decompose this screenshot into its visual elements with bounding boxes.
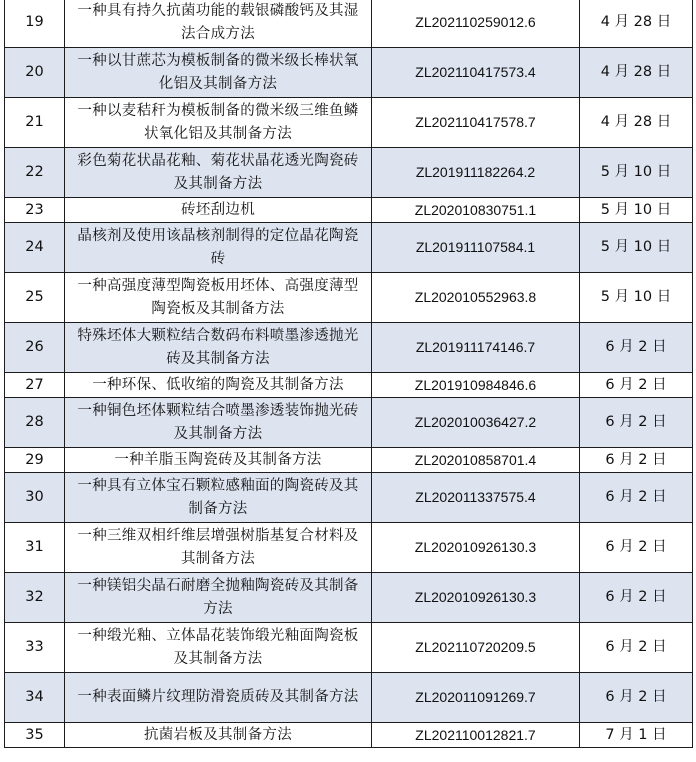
patent-title: 晶核剂及使用该晶核剂制得的定位晶花陶瓷砖 — [65, 223, 372, 273]
patent-number: ZL202011091269.7 — [372, 673, 580, 723]
grant-date: 6 月 2 日 — [580, 398, 693, 448]
patent-number: ZL202011337575.4 — [372, 473, 580, 523]
table-row — [5, 273, 693, 323]
patent-number: ZL202010926130.3 — [372, 523, 580, 573]
patent-title: 一种具有立体宝石颗粒感釉面的陶瓷砖及其制备方法 — [65, 473, 372, 523]
table-row — [5, 48, 693, 98]
row-number: 33 — [5, 623, 65, 673]
patent-title: 一种以麦秸秆为模板制备的微米级三维鱼鳞状氧化铝及其制备方法 — [65, 98, 372, 148]
row-number: 28 — [5, 398, 65, 448]
grant-date: 6 月 2 日 — [580, 623, 693, 673]
patent-title: 一种三维双相纤维层增强树脂基复合材料及其制备方法 — [65, 523, 372, 573]
table-row — [5, 148, 693, 198]
table-row — [5, 0, 693, 48]
patent-number: ZL202110259012.6 — [372, 0, 580, 48]
row-number: 27 — [5, 373, 65, 398]
grant-date: 6 月 2 日 — [580, 523, 693, 573]
patent-number: ZL202010858701.4 — [372, 448, 580, 473]
row-number: 30 — [5, 473, 65, 523]
patent-title: 一种表面鳞片纹理防滑瓷质砖及其制备方法 — [65, 673, 372, 723]
grant-date: 6 月 2 日 — [580, 323, 693, 373]
patent-title: 一种铜色坯体颗粒结合喷墨渗透装饰抛光砖及其制备方法 — [65, 398, 372, 448]
patent-title: 一种具有持久抗菌功能的载银磷酸钙及其湿法合成方法 — [65, 0, 372, 48]
patent-number: ZL201911182264.2 — [372, 148, 580, 198]
table-row — [5, 198, 693, 223]
grant-date: 7 月 1 日 — [580, 723, 693, 748]
row-number: 29 — [5, 448, 65, 473]
patent-title: 彩色菊花状晶花釉、菊花状晶花透光陶瓷砖及其制备方法 — [65, 148, 372, 198]
patent-title: 一种环保、低收缩的陶瓷及其制备方法 — [65, 373, 372, 398]
grant-date: 5 月 10 日 — [580, 198, 693, 223]
patent-number: ZL201910984846.6 — [372, 373, 580, 398]
row-number: 25 — [5, 273, 65, 323]
grant-date: 6 月 2 日 — [580, 448, 693, 473]
row-number: 23 — [5, 198, 65, 223]
row-number: 34 — [5, 673, 65, 723]
grant-date: 6 月 2 日 — [580, 473, 693, 523]
patent-number: ZL202110417578.7 — [372, 98, 580, 148]
table-row — [5, 98, 693, 148]
patent-title: 抗菌岩板及其制备方法 — [65, 723, 372, 748]
grant-date: 4 月 28 日 — [580, 0, 693, 48]
table-row — [5, 723, 693, 748]
patent-title: 一种高强度薄型陶瓷板用坯体、高强度薄型陶瓷板及其制备方法 — [65, 273, 372, 323]
patent-number: ZL202010552963.8 — [372, 273, 580, 323]
grant-date: 6 月 2 日 — [580, 573, 693, 623]
patent-title: 一种以甘蔗芯为模板制备的微米级长棒状氧化铝及其制备方法 — [65, 48, 372, 98]
table-row — [5, 223, 693, 273]
patent-table — [4, 0, 693, 748]
row-number: 26 — [5, 323, 65, 373]
patent-title: 一种羊脂玉陶瓷砖及其制备方法 — [65, 448, 372, 473]
table-row — [5, 398, 693, 448]
grant-date: 5 月 10 日 — [580, 148, 693, 198]
patent-number: ZL201911107584.1 — [372, 223, 580, 273]
patent-number: ZL202110417573.4 — [372, 48, 580, 98]
row-number: 19 — [5, 0, 65, 48]
table-row — [5, 323, 693, 373]
grant-date: 4 月 28 日 — [580, 98, 693, 148]
grant-date: 6 月 2 日 — [580, 373, 693, 398]
grant-date: 5 月 10 日 — [580, 223, 693, 273]
patent-number: ZL202010830751.1 — [372, 198, 580, 223]
table-row — [5, 473, 693, 523]
patent-number: ZL202010036427.2 — [372, 398, 580, 448]
grant-date: 6 月 2 日 — [580, 673, 693, 723]
table-row — [5, 673, 693, 723]
row-number: 20 — [5, 48, 65, 98]
row-number: 22 — [5, 148, 65, 198]
table-row — [5, 448, 693, 473]
patent-number: ZL202110720209.5 — [372, 623, 580, 673]
patent-title: 一种缎光釉、立体晶花装饰缎光釉面陶瓷板及其制备方法 — [65, 623, 372, 673]
table-row — [5, 573, 693, 623]
patent-title: 一种镁铝尖晶石耐磨全抛釉陶瓷砖及其制备方法 — [65, 573, 372, 623]
patent-number: ZL201911174146.7 — [372, 323, 580, 373]
row-number: 32 — [5, 573, 65, 623]
patent-number: ZL202010926130.3 — [372, 573, 580, 623]
row-number: 31 — [5, 523, 65, 573]
row-number: 35 — [5, 723, 65, 748]
grant-date: 5 月 10 日 — [580, 273, 693, 323]
table-row — [5, 373, 693, 398]
grant-date: 4 月 28 日 — [580, 48, 693, 98]
row-number: 24 — [5, 223, 65, 273]
table-row — [5, 523, 693, 573]
patent-table-body — [5, 0, 693, 748]
patent-title: 特殊坯体大颗粒结合数码布料喷墨渗透抛光砖及其制备方法 — [65, 323, 372, 373]
row-number: 21 — [5, 98, 65, 148]
table-row — [5, 623, 693, 673]
patent-title: 砖坯刮边机 — [65, 198, 372, 223]
patent-number: ZL202110012821.7 — [372, 723, 580, 748]
